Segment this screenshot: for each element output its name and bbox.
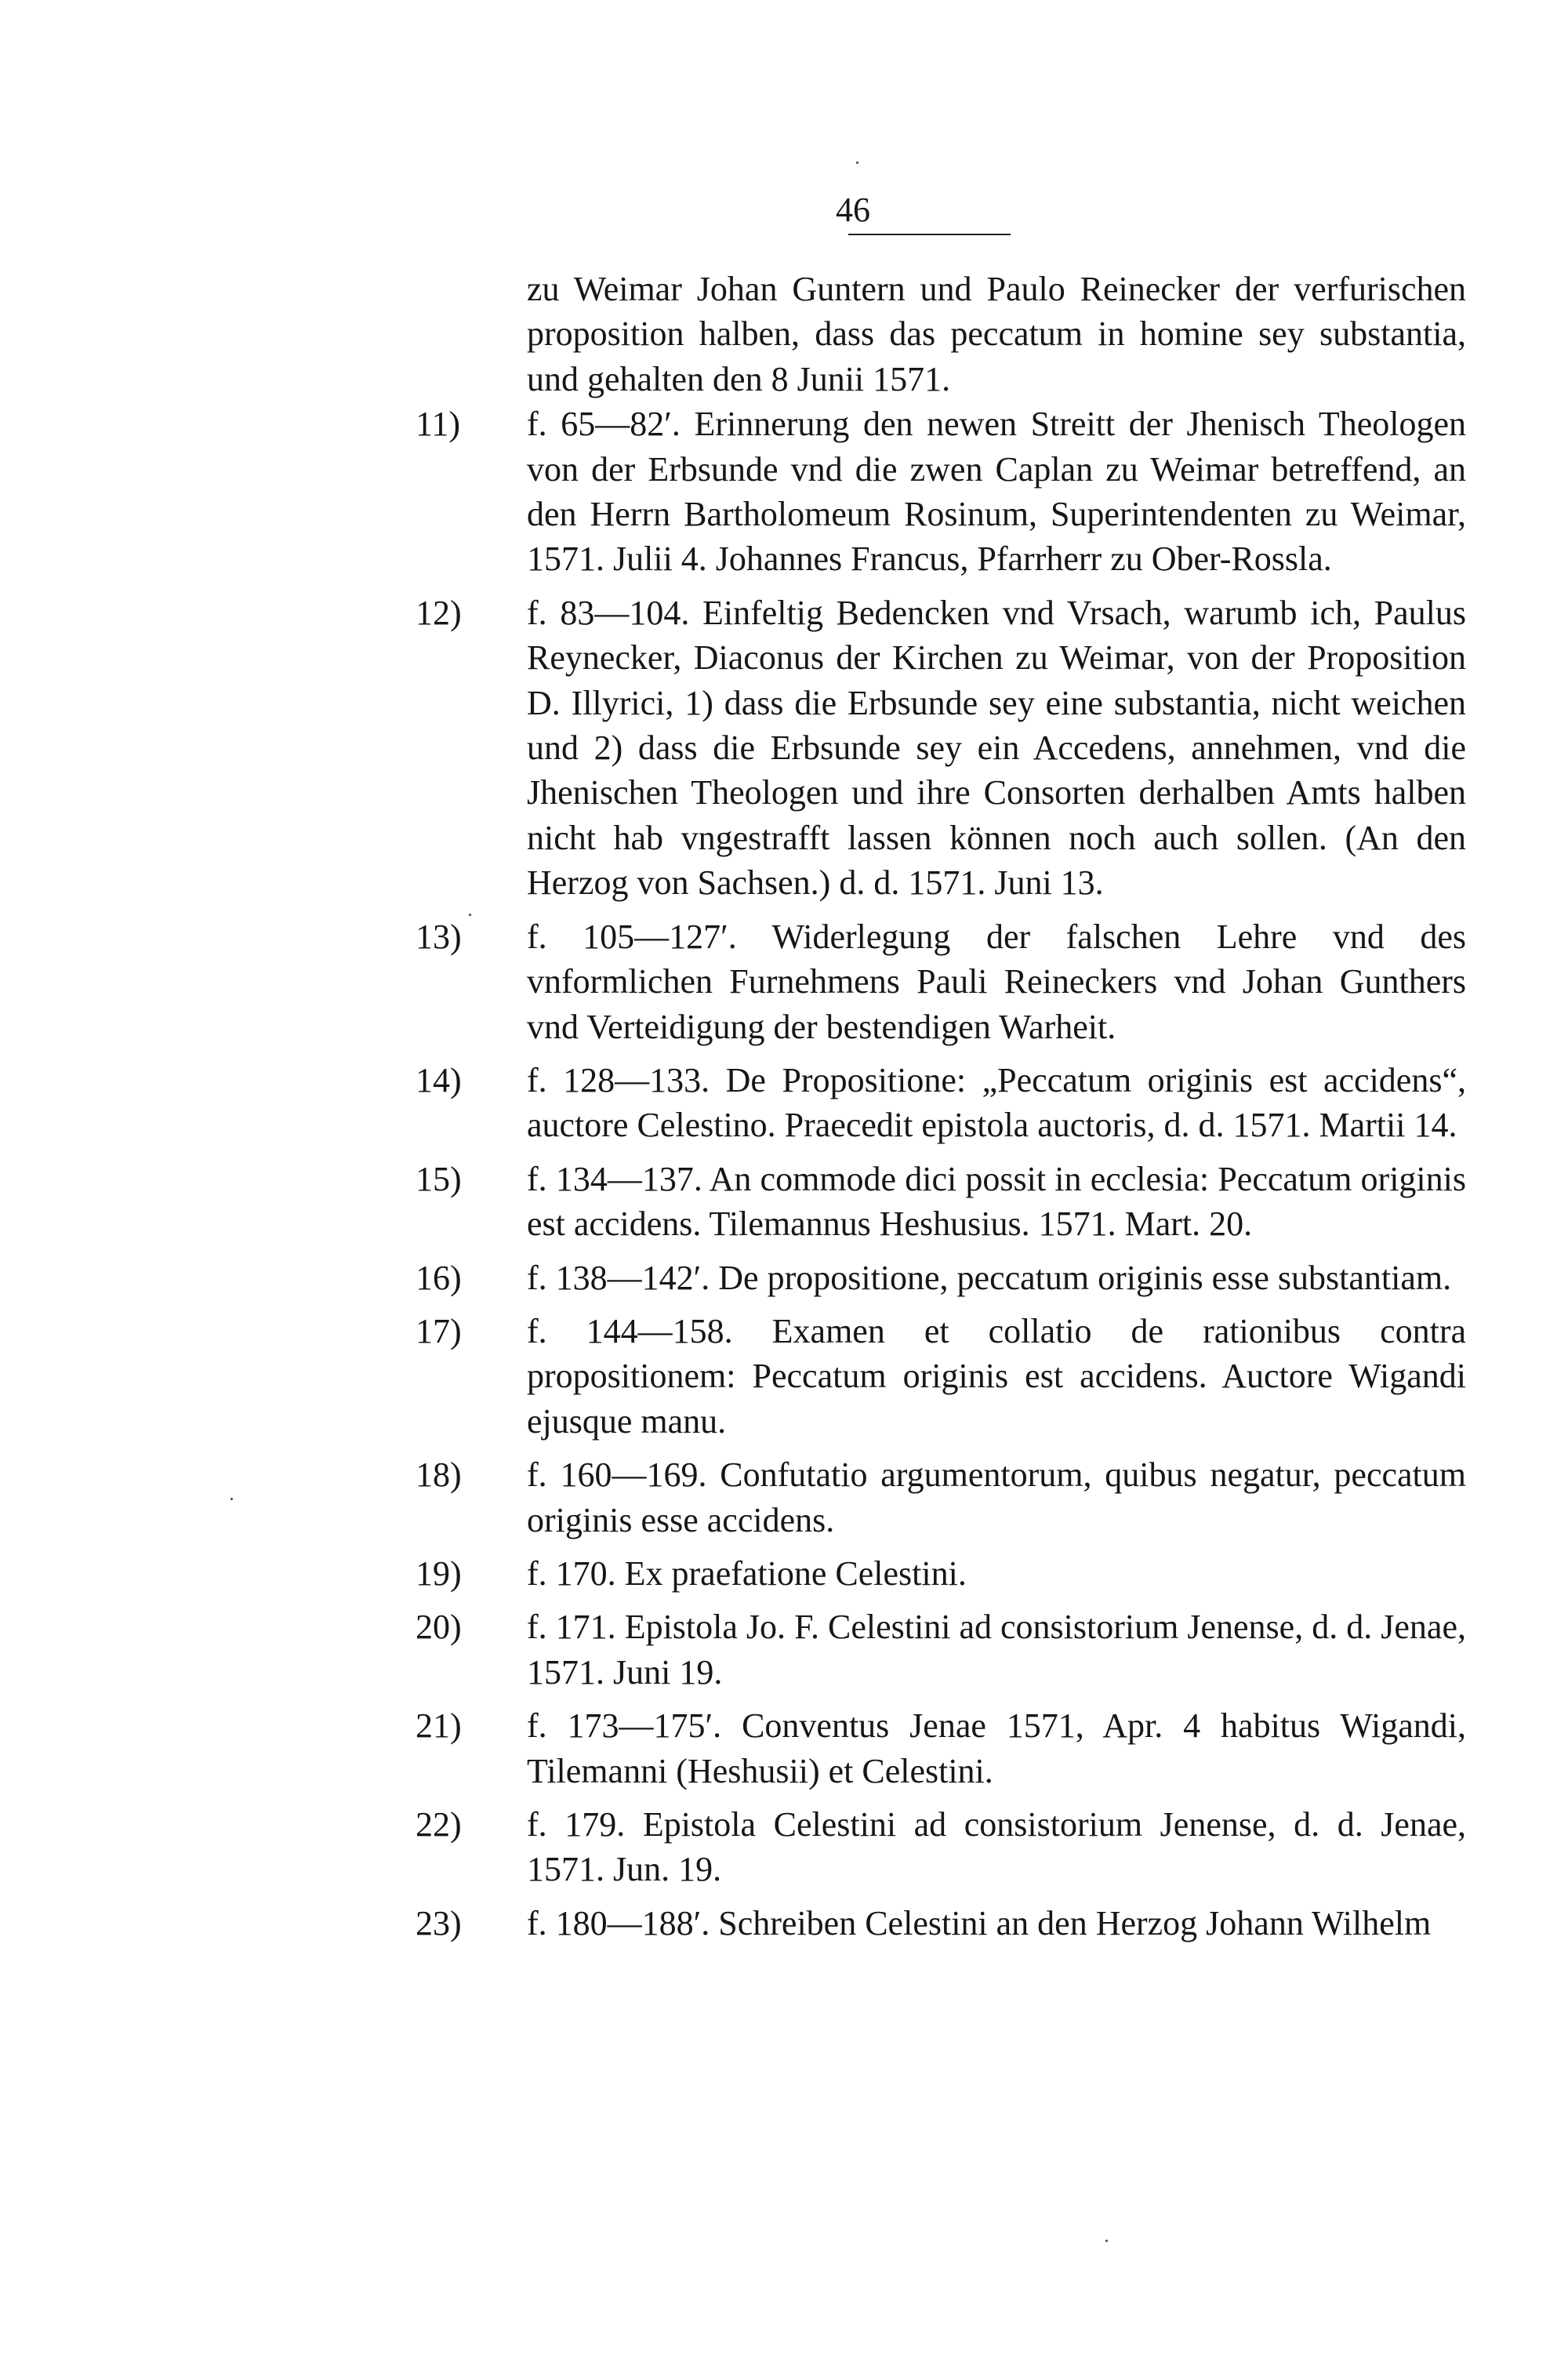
catalogue-entry: [416, 1901, 1466, 1946]
catalogue-entry: [416, 1309, 1466, 1444]
entry-gap: [416, 1247, 1466, 1255]
scan-speck: [856, 162, 858, 164]
entry-number: 17): [416, 1311, 462, 1350]
scan-speck: [230, 1498, 233, 1500]
entry-gap: [416, 1148, 1466, 1157]
entry-gap: [416, 1543, 1466, 1551]
catalogue-entry: [416, 1452, 1466, 1543]
entry-text: f. 179. Epistola Celestini ad consistorium Jenense, d. d. Jenae, 1571. Jun. 19.: [527, 1805, 1466, 1889]
catalogue-entry: [416, 1604, 1466, 1695]
entry-text: f. 138—142′. De propositione, peccatum originis esse substantiam.: [527, 1258, 1452, 1297]
catalogue-entry: [416, 1551, 1466, 1596]
catalogue-entry: [416, 1157, 1466, 1247]
page-number: 46: [836, 191, 870, 229]
entry-number: 18): [416, 1455, 462, 1495]
catalogue-entries: [416, 267, 1466, 1946]
entry-text: f. 144—158. Examen et collatio de rationibus contra propositionem: Peccatum originis est accidens. Auctore Wigandi ejusque manu.: [527, 1311, 1466, 1441]
entry-number: 21): [416, 1706, 462, 1746]
entry-text: f. 180—188′. Schreiben Celestini an den Herzog Johann Wilhelm: [527, 1903, 1432, 1942]
catalogue-entry: [416, 1058, 1466, 1148]
entry-text: f. 83—104. Einfeltig Bedencken vnd Vrsach, warumb ich, Paulus Reynecker, Diaconus der Kirchen zu Weimar, von der Proposition D. Illyrici, 1) dass die Erbsunde sey eine substantia, nicht weichen und 2) dass die Erbsunde sey ein Accedens, annehmen, vnd die Jhenischen Theologen und ihre Consorten derhalben Amts halben nicht hab vngestrafft lassen können noch auch sollen. (An den Herzog von Sachsen.) d. d. 1571. Juni 13.: [527, 593, 1466, 903]
entry-gap: [416, 582, 1466, 590]
entry-gap: [416, 1444, 1466, 1452]
catalogue-entry: [416, 1802, 1466, 1892]
catalogue-entry: [416, 914, 1466, 1049]
entry-number: 16): [416, 1258, 462, 1297]
entry-text: f. 105—127′. Widerlegung der falschen Lehre vnd des vnformlichen Furnehmens Pauli Reineckers vnd Johan Gunthers vnd Verteidigung der bestendigen Warheit.: [527, 917, 1466, 1046]
entry-gap: [416, 1892, 1466, 1901]
entry-text: f. 65—82′. Erinnerung den newen Streitt der Jhenisch Theologen von der Erbsunde vnd die zwen Caplan zu Weimar betreffend, an den Herrn Bartholomeum Rosinum, Superintendenten zu Weimar, 1571. Julii 4. Johannes Francus, Pfarrherr zu Ober-Rossla.: [527, 405, 1466, 579]
entry-text: f. 173—175′. Conventus Jenae 1571, Apr. 4 habitus Wigandi, Tilemanni (Heshusii) et Celestini.: [527, 1706, 1466, 1790]
entry-number: 15): [416, 1159, 462, 1198]
entry-text: f. 160—169. Confutatio argumentorum, quibus negatur, peccatum originis esse accidens.: [527, 1455, 1466, 1539]
entry-number: 22): [416, 1805, 462, 1844]
continued-entry: [416, 267, 1466, 402]
entry-number: 12): [416, 593, 462, 632]
entry-number: 14): [416, 1060, 462, 1099]
catalogue-entry: [416, 1703, 1466, 1793]
page-number-rule: [848, 234, 1011, 235]
entry-text: f. 170. Ex praefatione Celestini.: [527, 1553, 967, 1593]
catalogue-entry: [416, 402, 1466, 582]
entry-text: f. 171. Epistola Jo. F. Celestini ad consistorium Jenense, d. d. Jenae, 1571. Juni 19.: [527, 1608, 1466, 1692]
entry-gap: [416, 1596, 1466, 1604]
entry-text: zu Weimar Johan Guntern und Paulo Reinecker der verfurischen proposition halben, dass das peccatum in homine sey substantia, und gehalten den 8 Junii 1571.: [527, 270, 1466, 398]
entry-number: 23): [416, 1903, 462, 1942]
entry-gap: [416, 1695, 1466, 1703]
entry-gap: [416, 1300, 1466, 1309]
scan-speck: [1105, 2240, 1108, 2242]
entry-number: 11): [416, 405, 461, 444]
entry-text: f. 128—133. De Propositione: „Peccatum originis est accidens“, auctore Celestino. Praecedit epistola auctoris, d. d. 1571. Martii 14.: [527, 1060, 1466, 1145]
catalogue-entry: [416, 1255, 1466, 1300]
entry-number: 20): [416, 1608, 462, 1647]
entry-number: 13): [416, 917, 462, 956]
entry-text: f. 134—137. An commode dici possit in ecclesia: Peccatum originis est accidens. Tilemannus Heshusius. 1571. Mart. 20.: [527, 1159, 1466, 1244]
entry-gap: [416, 1049, 1466, 1058]
catalogue-entry: [416, 590, 1466, 906]
entry-gap: [416, 1793, 1466, 1802]
entry-gap: [416, 906, 1466, 914]
entry-number: 19): [416, 1553, 462, 1593]
